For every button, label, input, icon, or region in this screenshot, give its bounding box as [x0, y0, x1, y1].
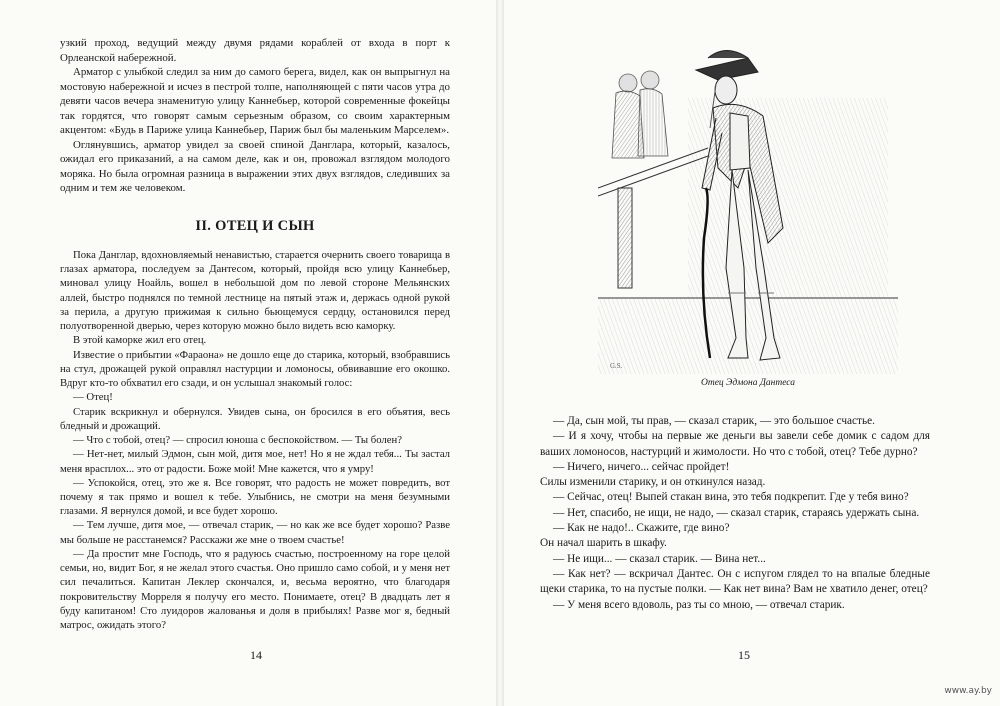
illustration-caption: Отец Эдмона Дантеса — [700, 378, 796, 388]
left-body-text — [60, 248, 450, 632]
paragraph: — Да простит мне Господь, что я радуюсь счастью, построенному на горе целой семьи, но, видит Бог, я не желал этого счастья. Оно пришло само собой, и у меня нет сил печалиться. Капитан Леклер скончался, и, весьма вероятно, что благодаря покровительству Морреля я получу его место. Понимаете, отец? В двадцать лет я буду капитаном! Сто луидоров жалованья и доля в прибылях! Разве мог я, бедный матрос, ожидать этого? — [60, 547, 450, 632]
paragraph: — Нет, спасибо, не ищи, не надо, — сказал старик, стараясь удержать сына. — [553, 506, 920, 519]
paragraph: — Не ищи... — сказал старик. — Вина нет... — [553, 552, 766, 565]
paragraph: — Успокойся, отец, это же я. Все говорят, что радость не может повредить, вот почему я так прямо и вошел к тебе. Улыбнись, не смотри на меня безумными глазами. Я вернулся домой, и все будет хорошо. — [60, 476, 450, 518]
left-top-text — [60, 36, 450, 196]
engraving-illustration — [598, 38, 898, 374]
paragraph: — Как не надо!.. Скажите, где вино? — [553, 522, 730, 535]
paragraph: — Отец! — [73, 391, 113, 404]
paragraph: — Ничего, ничего... сейчас пройдет! — [553, 460, 730, 473]
paragraph: — Как нет? — вскричал Дантес. Он с испугом глядел то на впалые бледные щеки старика, то на пустые полки. — Как нет вина? Вам не хватило денег, отец? — [540, 567, 930, 596]
paragraph: — Тем лучше, дитя мое, — отвечал старик, — но как же все будет хорошо? Разве мы больше не расстанемся? Расскажи же мне о твоем счастье! — [60, 519, 450, 546]
paragraph: — Сейчас, отец! Выпей стакан вина, это тебя подкрепит. Где у тебя вино? — [553, 491, 909, 504]
page-number-left: 14 — [250, 648, 262, 662]
paragraph: — У меня всего вдоволь, раз ты со мною, — отвечал старик. — [553, 598, 845, 611]
paragraph: — И я хочу, чтобы на первые же деньги вы завели себе домик с садом для ваших ломоносов, настурций и жимолости. Но что с тобой, отец? Тебе дурно? — [540, 430, 930, 458]
right-body-text — [540, 414, 930, 613]
paragraph: — Что с тобой, отец? — спросил юноша с беспокойством. — Ты болен? — [73, 434, 402, 447]
paragraph: Он начал шарить в шкафу. — [540, 537, 667, 550]
paragraph: — Да, сын мой, ты прав, — сказал старик, — это большое счастье. — [553, 415, 875, 427]
svg-text:G.S.: G.S. — [610, 363, 623, 370]
paragraph: — Нет-нет, милый Эдмон, сын мой, дитя мое, нет! Но я не ждал тебя... Ты застал меня врасплох... это от радости. Боже мой! Мне кажется, что я умру! — [60, 448, 450, 475]
paragraph: Силы изменили старику, и он откинулся назад. — [540, 476, 766, 489]
book-gutter — [496, 0, 504, 706]
paragraph: узкий проход, ведущий между двумя рядами кораблей от входа в порт к Орлеанской набережной. — [60, 37, 450, 64]
watermark: www.ay.by — [944, 686, 992, 696]
paragraph: Пока Данглар, вдохновляемый ненавистью, старается очернить своего товарища в глазах арматора, последуем за Дантесом, который, пройдя всю улицу Каннебьер, миновал улицу Ноайль, вошел в небольшой дом по левой стороне Мельянских аллей, быстро поднялся по темной лестнице на пятый этаж и, держась одной рукой за перила, а другую прижимая к сильно бьющемуся сердцу, остановился перед полуотворенной дверью, через которую можно было видеть всю каморку. — [60, 249, 450, 333]
paragraph: Оглянувшись, арматор увидел за своей спиной Данглара, который, казалось, ожидал его приказаний, а на самом деле, как и он, провожал взглядом молодого моряка. Но была огромная разница в выражении этих двух взглядов, следивших за одним и тем же человеком. — [60, 138, 450, 194]
paragraph: Известие о прибытии «Фараона» не дошло еще до старика, который, взобравшись на стул, дрожащей рукой оправлял настурции и ломоносы, обвивавшие его окошко. Вдруг кто-то обхватил его сзади, и он услышал знакомый голос: — [60, 348, 450, 390]
paragraph: В этой каморке жил его отец. — [73, 334, 207, 347]
chapter-heading: II. ОТЕЦ И СЫН — [195, 218, 315, 234]
paragraph: Старик вскрикнул и обернулся. Увидев сына, он бросился в его объятия, весь бледный и дрожащий. — [60, 405, 450, 432]
paragraph: Арматор с улыбкой следил за ним до самого берега, видел, как он выпрыгнул на мостовую набережной и исчез в пестрой толпе, наполняющей с пяти часов утра до девяти часов вечера знаменитую улицу Каннебьер, которой современные фокейцы так гордятся, что говорят самым серьезным образом, со своим характерным акцентом: «Будь в Париже улица Каннебьер, Париж был бы маленьким Марселем». — [60, 66, 450, 136]
page-number-right: 15 — [738, 648, 750, 662]
